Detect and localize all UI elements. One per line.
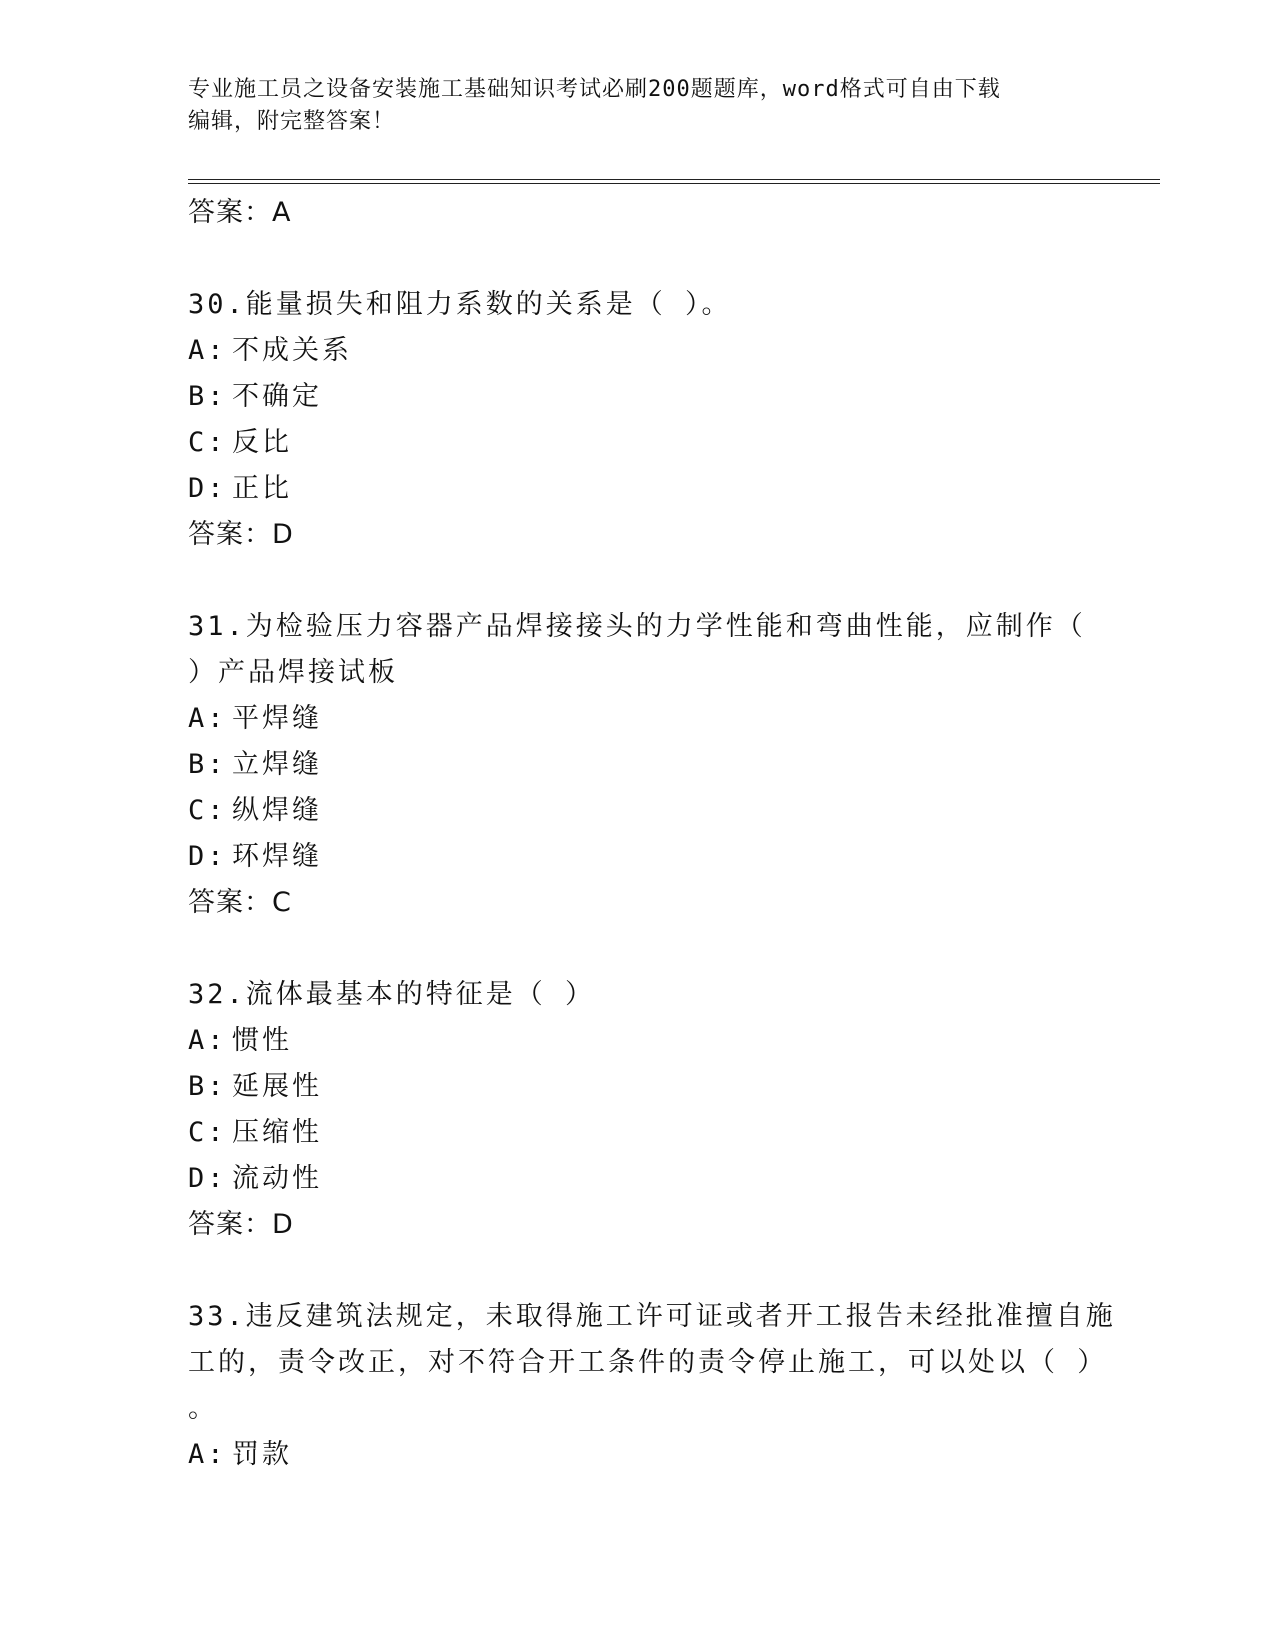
question-30 (188, 282, 1088, 558)
option-letter: D: (188, 841, 227, 872)
question-31 (188, 604, 1088, 926)
option-c (188, 788, 1088, 834)
answer-line: 答案：D (188, 519, 294, 550)
option-b (188, 742, 1088, 788)
header-line-2: 编辑，附完整答案！ (188, 109, 396, 134)
option-letter: D: (188, 1163, 227, 1194)
option-letter: A: (188, 1439, 227, 1470)
option-a (188, 1018, 1088, 1064)
header-divider-bottom (188, 183, 1160, 184)
option-letter: C: (188, 1117, 227, 1148)
option-letter: A: (188, 335, 227, 366)
option-letter: D: (188, 473, 227, 504)
option-d (188, 834, 1088, 880)
question-text: 31.为检验压力容器产品焊接接头的力学性能和弯曲性能，应制作（ (188, 611, 1086, 642)
option-letter: A: (188, 703, 227, 734)
option-b (188, 374, 1088, 420)
question-text: 30.能量损失和阻力系数的关系是（ ）。 (188, 289, 732, 320)
option-c (188, 1110, 1088, 1156)
option-d (188, 1156, 1088, 1202)
answer-line: 答案：D (188, 1209, 294, 1240)
option-a (188, 328, 1088, 374)
option-text: 正比 (232, 473, 292, 504)
option-text: 压缩性 (232, 1117, 322, 1148)
option-text: 流动性 (232, 1163, 322, 1194)
option-text: 延展性 (232, 1071, 322, 1102)
option-text: 平焊缝 (232, 703, 322, 734)
option-b (188, 1064, 1088, 1110)
option-text: 罚款 (232, 1439, 292, 1470)
question-text: 32.流体最基本的特征是（ ） (188, 979, 596, 1010)
answer-line: 答案：C (188, 887, 292, 918)
header-divider-top (188, 179, 1160, 180)
option-letter: B: (188, 1071, 227, 1102)
option-text: 环焊缝 (232, 841, 322, 872)
option-text: 惯性 (232, 1025, 292, 1056)
option-letter: C: (188, 795, 227, 826)
question-text: ）产品焊接试板 (188, 657, 398, 688)
option-letter: C: (188, 427, 227, 458)
question-list (188, 190, 1116, 1478)
question-32 (188, 972, 1088, 1248)
option-text: 立焊缝 (232, 749, 322, 780)
option-c (188, 420, 1088, 466)
question-text: 33.违反建筑法规定，未取得施工许可证或者开工报告未经批准擅自施 (188, 1301, 1116, 1332)
option-d (188, 466, 1088, 512)
option-letter: B: (188, 381, 227, 412)
option-text: 纵焊缝 (232, 795, 322, 826)
option-a (188, 696, 1088, 742)
question-text: 工的，责令改正，对不符合开工条件的责令停止施工，可以处以（ ） (188, 1347, 1108, 1378)
question-text: 。 (188, 1393, 218, 1424)
option-letter: B: (188, 749, 227, 780)
option-a (188, 1432, 1088, 1478)
option-text: 不成关系 (232, 335, 352, 366)
option-text: 不确定 (232, 381, 322, 412)
document-header (188, 74, 1078, 138)
header-line-1: 专业施工员之设备安装施工基础知识考试必刷200题题库，word格式可自由下载 (188, 77, 1001, 102)
answer-line: 答案：A (188, 197, 292, 228)
option-letter: A: (188, 1025, 227, 1056)
question-33 (188, 1294, 1116, 1478)
option-text: 反比 (232, 427, 292, 458)
